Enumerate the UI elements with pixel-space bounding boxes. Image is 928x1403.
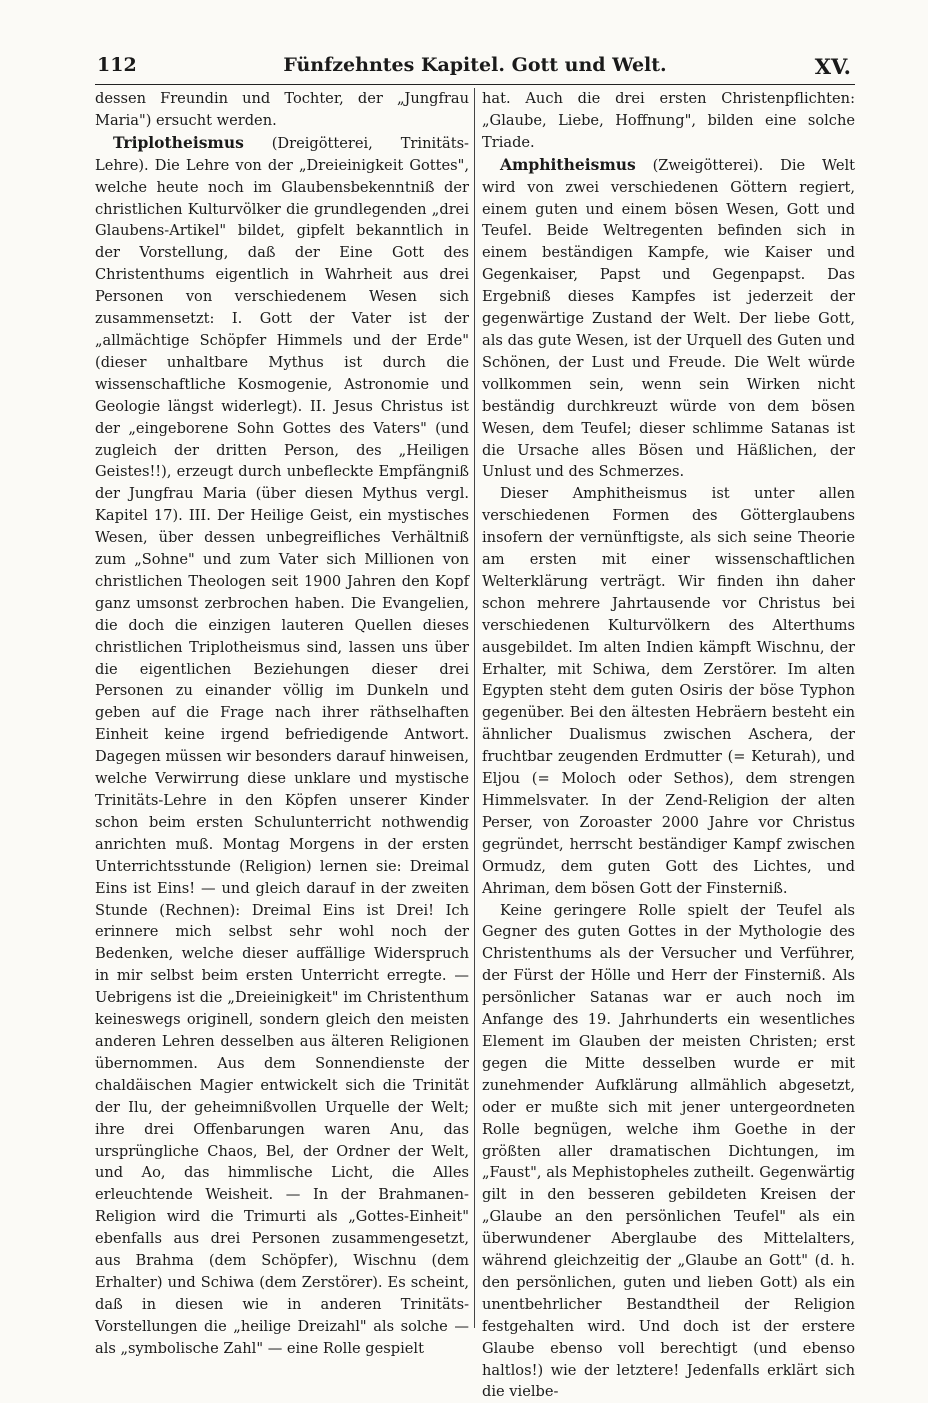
running-title: Fünfzehntes Kapitel. Gott und Welt. bbox=[283, 54, 667, 76]
paragraph: Dieser Amphitheismus ist unter allen verschiedenen Formen des Götterglaubens insofern der vernünftigste, als sich seine Theorie am ersten mit einer wissenschaftlichen Welterklärung verträgt. Wir finden ihn daher schon mehrere Jahrtausende vor Christus bei verschiedenen Kulturvölkern des Alterthums ausgebildet. Im alten Indien kämpft Wischnu, der Erhalter, mit Schiwa, dem Zerstörer. Im alten Egypten steht dem guten Osiris der böse Typhon gegenüber. Bei den ältesten Hebräern besteht ein ähnlicher Dualismus zwischen Aschera, der fruchtbar zeugenden Erdmutter (= Keturah), und Eljou (= Moloch oder Sethos), dem strengen Himmelsvater. In der Zend-Religion der alten Perser, von Zoroaster 2000 Jahre vor Christus gegründet, herrscht beständiger Kampf zwischen Ormudz, dem guten Gott des Lichtes, und Ahriman, dem bösen Gott der Finsterniß. bbox=[482, 485, 855, 897]
right-column bbox=[482, 88, 855, 1401]
left-column bbox=[95, 88, 469, 1357]
continuation-paragraph: hat. Auch die drei ersten Christenpflichten: „Glaube, Liebe, Hoffnung", bilden eine solche Triade. bbox=[482, 90, 855, 151]
entry-amphitheismus bbox=[482, 154, 855, 484]
continuation-paragraph: dessen Freundin und Tochter, der „Jungfrau Maria") ersucht werden. bbox=[95, 90, 469, 129]
running-header bbox=[95, 50, 855, 85]
entry-term: Triplotheismus bbox=[113, 132, 244, 152]
entry-triplotheismus bbox=[95, 132, 469, 1360]
page-number: 112 bbox=[97, 54, 137, 76]
entry-text: (Zweigötterei). Die Welt wird von zwei verschiedenen Göttern regiert, einem guten und einem bösen Wesen, Gott und Teufel. Beide Weltregenten befinden sich in einem beständigen Kampfe, wie Kaiser und Gegenkaiser, Papst und Gegenpapst. Das Ergebniß dieses Kampfes ist jederzeit der gegenwärtige Zustand der Welt. Der liebe Gott, als das gute Wesen, ist der Urquell des Guten und Schönen, der Lust und Freude. Die Welt würde vollkommen sein, wenn sein Wirken nicht beständig durchkreuzt würde von dem bösen Wesen, dem Teufel; dieser schlimme Satanas ist die Ursache alles Bösen und Häßlichen, der Unlust und des Schmerzes. bbox=[482, 156, 855, 481]
entry-term: Amphitheismus bbox=[500, 154, 636, 174]
entry-text: (Dreigötterei, Trinitäts-Lehre). Die Lehre von der „Dreieinigkeit Gottes", welche heute noch im Glaubensbekenntniß der christlichen Kulturvölker die grundlegenden „drei Glaubens-Artikel" bildet, gipfelt bekanntlich in der Vorstellung, daß der Eine Gott des Christenthums eigentlich in Wahrheit aus drei Personen von verschiedenem Wesen sich zusammensetzt: I. Gott der Vater ist der „allmächtige Schöpfer Himmels und der Erde" (dieser unhaltbare Mythus ist durch die wissenschaftliche Kosmogenie, Astronomie und Geologie längst widerlegt). II. Jesus Christus ist der „eingeborene Sohn Gottes des Vaters" (und zugleich der dritten Person, des „Heiligen Geistes!!), erzeugt durch unbefleckte Empfängniß der Jungfrau Maria (über diesen Mythus vergl. Kapitel 17). III. Der Heilige Geist, ein mystisches Wesen, über dessen unbegreifliches Verhältniß zum „Sohne" und zum Vater sich Millionen von christlichen Theologen seit 1900 Jahren den Kopf ganz umsonst zerbrochen haben. Die Evangelien, die doch die einzigen lauteren Quellen dieses christlichen Triplotheismus sind, lassen uns über die eigentlichen Beziehungen dieser drei Personen zu einander völlig im Dunkeln und geben auf die Frage nach ihrer räthselhaften Einheit keine irgend befriedigende Antwort. Dagegen müssen wir besonders darauf hinweisen, welche Verwirrung diese unklare und mystische Trinitäts-Lehre in den Köpfen unserer Kinder schon beim ersten Schulunterricht nothwendig anrichten muß. Montag Morgens in der ersten Unterrichtsstunde (Religion) lernen sie: Dreimal Eins ist Eins! — und gleich darauf in der zweiten Stunde (Rechnen): Dreimal Eins ist Drei! Ich erinnere mich selbst sehr wohl noch der Bedenken, welche dieser auffällige Widerspruch in mir selbst beim ersten Unterricht erregte. — Uebrigens ist die „Dreieinigkeit" im Christenthum keineswegs originell, sondern gleich den meisten anderen Lehren desselben aus älteren Religionen übernommen. Aus dem Sonnendienste der chaldäischen Magier entwickelt sich die Trinität der Ilu, der geheimnißvollen Urquelle der Welt; ihre drei Offenbarungen waren Anu, das ursprüngliche Chaos, Bel, der Ordner der Welt, und Ao, das himmlische Licht, die Alles erleuchtende Weisheit. — In der Brahmanen-Religion wird die Trimurti als „Gottes-Einheit" ebenfalls aus drei Personen zusammengesetzt, aus Brahma (dem Schöpfer), Wischnu (dem Erhalter) und Schiwa (dem Zerstörer). Es scheint, daß in diesen wie in anderen Trinitäts-Vorstellungen die „heilige Dreizahl" als solche — als „symbolische Zahl" — eine Rolle gespielt bbox=[95, 134, 469, 1357]
column-divider bbox=[474, 88, 475, 1328]
chapter-numeral: XV. bbox=[814, 54, 851, 79]
paragraph: Keine geringere Rolle spielt der Teufel als Gegner des guten Gottes in der Mythologie des Christenthums als der Versucher und Verführer, der Fürst der Hölle und Herr der Finsterniß. Als persönlicher Satanas war er auch noch im Anfange des 19. Jahrhunderts ein wesentliches Element im Glauben der meisten Christen; erst gegen die Mitte desselben wurde er mit zunehmender Aufklärung allmählich abgesetzt, oder er mußte sich mit jener untergeordneten Rolle begnügen, welche ihm Goethe in der größten aller dramatischen Dichtungen, im „Faust", als Mephistopheles zutheilt. Gegenwärtig gilt in den besseren gebildeten Kreisen der „Glaube an den persönlichen Teufel" als ein überwundener Aberglaube des Mittelalters, während gleichzeitig der „Glaube an Gott" (d. h. den persönlichen, guten und lieben Gott) als ein unentbehrlicher Bestandtheil der Religion festgehalten wird. Und doch ist der erstere Glaube ebenso voll berechtigt (und ebenso haltlos!) wie der letztere! Jedenfalls erklärt sich die vielbe- bbox=[482, 901, 855, 1401]
